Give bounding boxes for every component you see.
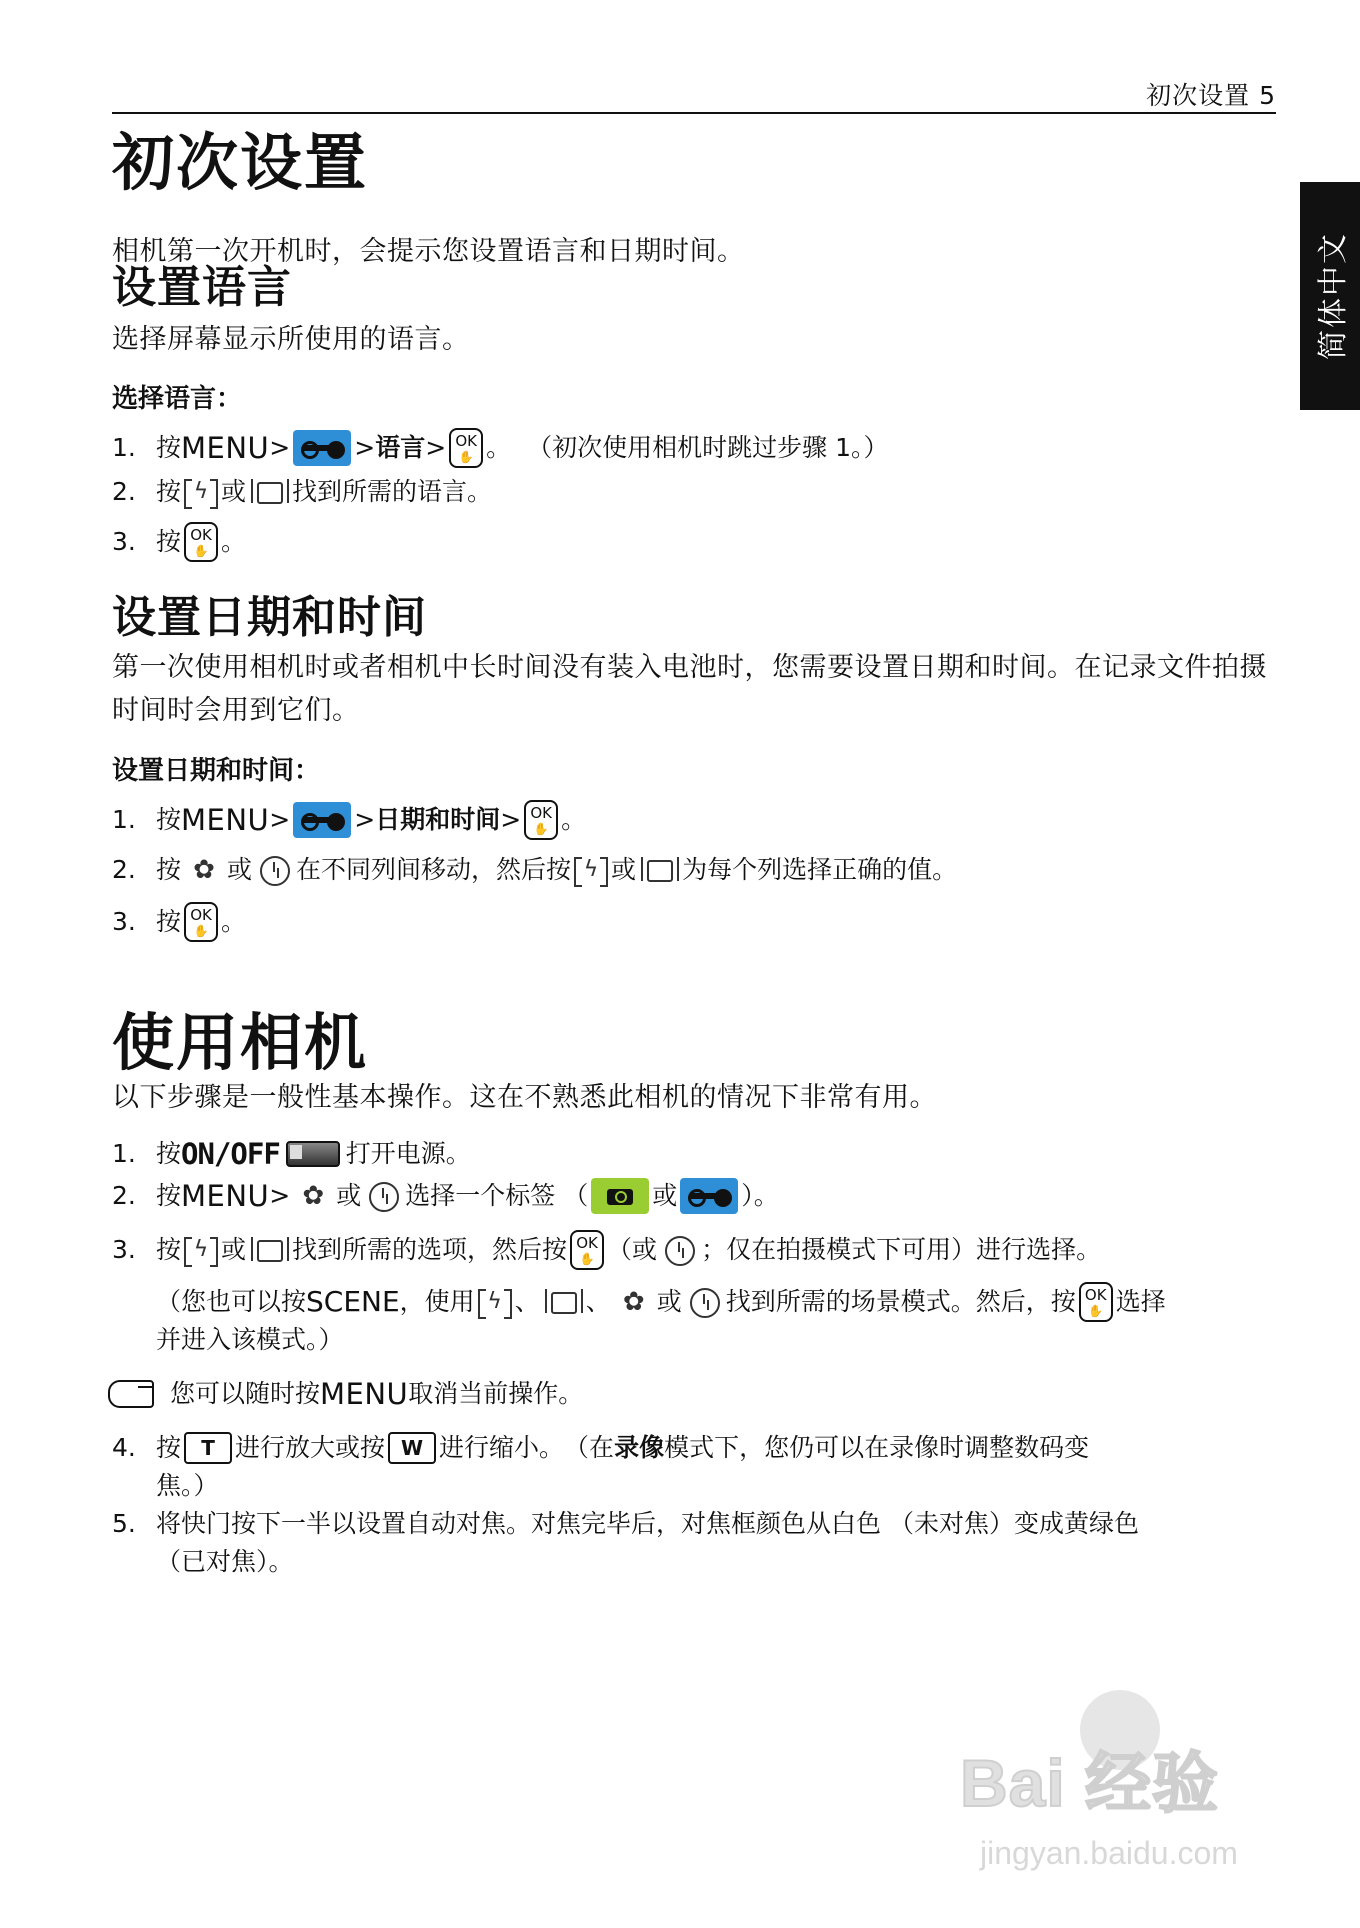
ok-button-icon bbox=[1079, 1282, 1113, 1322]
step-text: 找到所需的选项，然后按 bbox=[292, 1235, 568, 1264]
ok-button-icon bbox=[449, 428, 483, 468]
step-text: 找到所需的语言。 bbox=[292, 477, 493, 506]
step-text: 打开电源。 bbox=[345, 1139, 471, 1168]
step-number: 1. bbox=[112, 1139, 136, 1168]
or-word: 或 bbox=[221, 1235, 247, 1264]
separator: > bbox=[425, 433, 447, 462]
menu-key: MENU bbox=[181, 431, 270, 465]
flash-button-icon: ϟ bbox=[184, 475, 218, 509]
menu-key: MENU bbox=[181, 803, 270, 837]
step-number: 2. bbox=[112, 477, 136, 506]
step-number: 2. bbox=[112, 855, 136, 884]
use-step-5-line-2 bbox=[156, 1544, 294, 1580]
step-text: （或 bbox=[607, 1235, 658, 1264]
self-timer-button-icon bbox=[660, 1232, 698, 1268]
menu-key: MENU bbox=[181, 1179, 270, 1213]
macro-button-icon: ✿ bbox=[193, 855, 215, 885]
use-step-3-scene-line-2 bbox=[156, 1322, 344, 1358]
or-word: 或 bbox=[221, 477, 247, 506]
step-number: 1. bbox=[112, 805, 136, 834]
step-text: 焦。） bbox=[156, 1471, 219, 1500]
on-off-key: ON/OFF bbox=[181, 1137, 280, 1171]
or-word: 或 bbox=[611, 855, 637, 884]
lang-step-3 bbox=[112, 522, 246, 562]
step-text: 并进入该模式。） bbox=[156, 1325, 344, 1354]
ok-text: OK bbox=[455, 432, 477, 450]
hand-glyph: ✋ bbox=[533, 822, 549, 836]
section-title-using-camera: 使用相机 bbox=[112, 1006, 369, 1079]
zoom-tele-button-icon: T bbox=[184, 1432, 232, 1464]
section-title-initial-setup: 初次设置 bbox=[112, 126, 369, 199]
step-end: 。 bbox=[561, 805, 587, 834]
hand-glyph: ✋ bbox=[458, 450, 474, 464]
step-text: （您也可以按 bbox=[156, 1287, 307, 1316]
separator: > bbox=[500, 805, 522, 834]
separator: > bbox=[269, 805, 291, 834]
power-switch-icon bbox=[286, 1141, 340, 1167]
step-text: 选择 bbox=[1115, 1287, 1166, 1316]
flash-button-icon: ϟ bbox=[478, 1285, 512, 1319]
step-number: 3. bbox=[112, 527, 136, 556]
press-label: 按 bbox=[156, 907, 182, 936]
running-title: 初次设置 5 bbox=[1146, 81, 1276, 110]
step-text: 找到所需的场景模式。然后，按 bbox=[725, 1287, 1076, 1316]
separator: > bbox=[269, 1181, 291, 1210]
note-text: 取消当前操作。 bbox=[408, 1379, 584, 1408]
step-number: 5. bbox=[112, 1509, 136, 1538]
datetime-desc: 第一次使用相机时或者相机中长时间没有装入电池时，您需要设置日期和时间。在记录文件拍摄时间时会用到它们。 bbox=[112, 652, 1267, 726]
ok-text: OK bbox=[1084, 1286, 1107, 1304]
step-end: ）。 bbox=[741, 1181, 779, 1210]
step-number: 3. bbox=[112, 907, 136, 936]
macro-button-icon: ✿ bbox=[302, 1181, 325, 1211]
ok-text: OK bbox=[530, 804, 552, 822]
datetime-step-3 bbox=[112, 902, 246, 942]
hand-glyph: ✋ bbox=[579, 1252, 595, 1266]
self-timer-button-icon bbox=[685, 1284, 723, 1320]
press-label: 按 bbox=[156, 1433, 182, 1462]
ok-text: OK bbox=[190, 906, 212, 924]
press-label: 按 bbox=[156, 1181, 182, 1210]
ok-button-icon bbox=[184, 902, 218, 942]
step-text: 进行放大或按 bbox=[235, 1433, 386, 1462]
step-text: 选择一个标签 （ bbox=[405, 1181, 589, 1210]
macro-button-icon: ✿ bbox=[622, 1287, 645, 1317]
display-button-icon bbox=[543, 1287, 583, 1317]
step-text: 在不同列间移动，然后按 bbox=[296, 855, 572, 884]
display-button-icon bbox=[249, 477, 289, 507]
press-label: 按 bbox=[156, 477, 182, 506]
press-label: 按 bbox=[156, 527, 182, 556]
step-end: 。 bbox=[221, 907, 247, 936]
separator: 、 bbox=[514, 1287, 540, 1316]
use-step-5 bbox=[112, 1506, 1139, 1542]
use-step-4-line-2 bbox=[156, 1468, 219, 1504]
step-text: 模式下，您仍可以在录像时调整数码变 bbox=[664, 1433, 1090, 1462]
setup-menu-icon bbox=[293, 802, 351, 838]
setup-menu-icon bbox=[680, 1178, 738, 1214]
step-end: 。 bbox=[486, 433, 512, 462]
setup-menu-icon bbox=[293, 430, 351, 466]
note-text: 您可以随时按 bbox=[170, 1379, 321, 1408]
section-intro: 以下步骤是一般性基本操作。这在不熟悉此相机的情况下非常有用。 bbox=[112, 1082, 937, 1113]
subheading-select-language: 选择语言： bbox=[112, 384, 243, 414]
scene-key: SCENE bbox=[306, 1285, 400, 1318]
self-timer-button-icon bbox=[364, 1178, 402, 1214]
hand-glyph: ✋ bbox=[1088, 1304, 1104, 1318]
ok-button-icon bbox=[524, 800, 558, 840]
separator: > bbox=[269, 433, 291, 462]
press-label: 按 bbox=[156, 1235, 182, 1264]
heading-set-language: 设置语言 bbox=[112, 262, 292, 313]
video-mode-label: 录像 bbox=[614, 1433, 665, 1462]
pointing-hand-icon bbox=[108, 1380, 154, 1408]
step-text: 为每个列选择正确的值。 bbox=[682, 855, 958, 884]
hand-glyph: ✋ bbox=[193, 924, 209, 938]
press-label: 按 bbox=[156, 855, 182, 884]
display-button-icon bbox=[639, 855, 679, 885]
menu-item-language: 语言 bbox=[375, 433, 426, 462]
step-number: 4. bbox=[112, 1433, 136, 1462]
display-button-icon bbox=[249, 1235, 289, 1265]
step-text: （已对焦）。 bbox=[156, 1547, 294, 1576]
step-text: （在 bbox=[564, 1433, 615, 1462]
step-number: 3. bbox=[112, 1235, 136, 1264]
menu-item-datetime: 日期和时间 bbox=[375, 805, 501, 834]
baidu-watermark bbox=[960, 1730, 1290, 1880]
separator: 、 bbox=[585, 1287, 611, 1316]
step-note: （初次使用相机时跳过步骤 1。） bbox=[527, 433, 889, 462]
language-desc: 选择屏幕显示所使用的语言。 bbox=[112, 324, 470, 355]
step-text: 将快门按下一半以设置自动对焦。对焦完毕后，对焦框颜色从白色 （未对焦）变成黄绿色 bbox=[156, 1509, 1139, 1538]
ok-button-icon bbox=[570, 1230, 604, 1270]
datetime-step-2 bbox=[112, 852, 957, 888]
use-step-2 bbox=[112, 1178, 779, 1214]
watermark-logo: Bai 经验 bbox=[960, 1746, 1220, 1820]
subheading-set-datetime: 设置日期和时间： bbox=[112, 756, 321, 786]
step-number: 2. bbox=[112, 1181, 136, 1210]
use-step-4 bbox=[112, 1430, 1089, 1466]
use-step-3 bbox=[112, 1230, 1101, 1270]
camera-menu-icon bbox=[591, 1178, 649, 1214]
side-tab-label: 简体中文 bbox=[1316, 232, 1351, 360]
ok-text: OK bbox=[576, 1234, 598, 1252]
step-number: 1. bbox=[112, 433, 136, 462]
lang-step-1 bbox=[112, 428, 889, 468]
ok-button-icon bbox=[184, 522, 218, 562]
step-text: ，使用 bbox=[399, 1287, 475, 1316]
heading-set-datetime: 设置日期和时间 bbox=[112, 592, 427, 643]
press-label: 按 bbox=[156, 433, 182, 462]
separator: > bbox=[354, 805, 376, 834]
watermark-url: jingyan.baidu.com bbox=[980, 1835, 1238, 1871]
flash-button-icon: ϟ bbox=[574, 853, 608, 887]
tip-note bbox=[108, 1376, 583, 1412]
step-end: 。 bbox=[221, 527, 247, 556]
press-label: 按 bbox=[156, 805, 182, 834]
separator: > bbox=[354, 433, 376, 462]
language-side-tab bbox=[1300, 182, 1360, 410]
step-text: ；仅在拍摄模式下可用）进行选择。 bbox=[701, 1235, 1102, 1264]
press-label: 按 bbox=[156, 1139, 182, 1168]
section-intro: 相机第一次开机时，会提示您设置语言和日期时间。 bbox=[112, 236, 745, 267]
ok-text: OK bbox=[190, 526, 212, 544]
or-word: 或 bbox=[656, 1287, 682, 1316]
zoom-wide-button-icon: W bbox=[388, 1432, 436, 1464]
step-text: 进行缩小。 bbox=[439, 1433, 565, 1462]
flash-button-icon: ϟ bbox=[184, 1233, 218, 1267]
menu-key: MENU bbox=[320, 1377, 409, 1411]
or-word: 或 bbox=[227, 855, 253, 884]
use-step-3-scene-line bbox=[156, 1282, 1166, 1322]
hand-glyph: ✋ bbox=[193, 544, 209, 558]
self-timer-button-icon bbox=[255, 852, 293, 888]
use-step-1 bbox=[112, 1136, 471, 1172]
datetime-step-1 bbox=[112, 800, 586, 840]
or-word: 或 bbox=[336, 1181, 362, 1210]
lang-step-2 bbox=[112, 474, 492, 510]
page-header bbox=[112, 70, 1276, 114]
or-word: 或 bbox=[652, 1181, 678, 1210]
